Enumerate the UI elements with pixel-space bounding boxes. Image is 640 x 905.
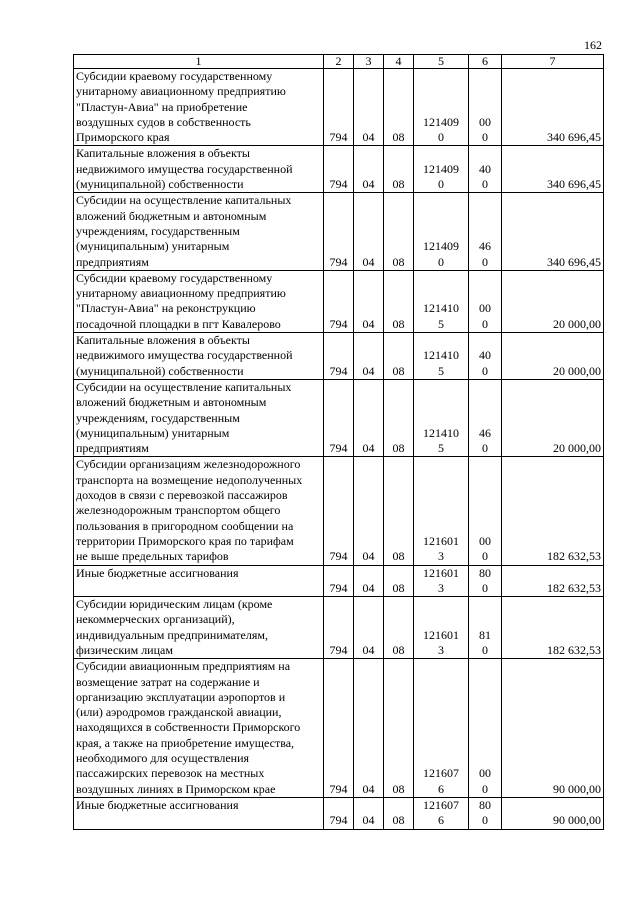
subsection-code-cell: 08	[384, 333, 414, 380]
expense-type-line: 40	[479, 348, 491, 363]
amount-cell: 182 632,53	[502, 597, 604, 659]
ministry-code-cell: 794	[324, 597, 354, 659]
row-name-line: железнодорожным транспортом общего	[76, 503, 281, 518]
expense-type-cell	[469, 597, 502, 659]
amount-cell: 20 000,00	[502, 333, 604, 380]
row-name-line: организацию эксплуатации аэропортов и	[76, 689, 286, 704]
target-article-cell	[414, 797, 469, 829]
row-name-line: воздушных линиях в Приморском крае	[76, 781, 276, 796]
table-header-row	[74, 55, 604, 69]
target-article-line: 121409	[423, 114, 459, 129]
target-article-line: 121601	[423, 565, 459, 580]
expense-type-line: 46	[479, 425, 491, 440]
ministry-code-cell: 794	[324, 333, 354, 380]
table-row	[74, 270, 604, 332]
column-header: 1	[74, 55, 324, 69]
subsection-code-cell: 08	[384, 270, 414, 332]
expense-type-cell	[469, 146, 502, 193]
table-row	[74, 457, 604, 565]
target-article-line: 6	[438, 813, 444, 828]
row-name-line: индивидуальным предпринимателям,	[76, 627, 268, 642]
expense-type-line: 81	[479, 627, 491, 642]
target-article-cell	[414, 457, 469, 565]
expense-type-cell	[469, 797, 502, 829]
subsection-code-cell: 08	[384, 797, 414, 829]
target-article-cell	[414, 69, 469, 146]
row-name-cell	[74, 565, 324, 597]
section-code-cell: 04	[354, 565, 384, 597]
row-name-line: Приморского края	[76, 130, 170, 145]
target-article-line: 121601	[423, 533, 459, 548]
page-number: 162	[584, 38, 602, 52]
subsection-code-cell: 08	[384, 457, 414, 565]
row-name-line: воздушных судов в собственность	[76, 114, 251, 129]
row-name-cell	[74, 270, 324, 332]
column-header: 3	[354, 55, 384, 69]
expense-type-line: 00	[479, 114, 491, 129]
table-row	[74, 69, 604, 146]
row-name-line: унитарному авиационному предприятию	[76, 84, 286, 99]
row-name-line: предприятиям	[76, 441, 149, 456]
row-name-line: Иные бюджетные ассигнования	[76, 565, 239, 580]
row-name-line: (муниципальной) собственности	[76, 177, 244, 192]
table-row	[74, 597, 604, 659]
section-code-cell: 04	[354, 659, 384, 798]
amount-cell: 20 000,00	[502, 379, 604, 456]
expense-type-line: 0	[482, 254, 488, 269]
expense-type-cell	[469, 457, 502, 565]
expense-type-line: 0	[482, 441, 488, 456]
expense-type-cell	[469, 379, 502, 456]
amount-cell: 182 632,53	[502, 565, 604, 597]
row-name-line: предприятиям	[76, 254, 149, 269]
expense-type-line: 0	[482, 177, 488, 192]
row-name-line: Субсидии краевому государственному	[76, 270, 273, 285]
row-name-line: транспорта на возмещение недополученных	[76, 472, 303, 487]
table-row	[74, 797, 604, 829]
table-row	[74, 565, 604, 597]
subsection-code-cell: 08	[384, 146, 414, 193]
section-code-cell: 04	[354, 69, 384, 146]
subsection-code-cell: 08	[384, 69, 414, 146]
row-name-line: учреждениям, государственным	[76, 410, 240, 425]
row-name-cell	[74, 597, 324, 659]
row-name-line: "Пластун-Авиа" на реконструкцию	[76, 301, 256, 316]
row-name-cell	[74, 659, 324, 798]
subsection-code-cell: 08	[384, 659, 414, 798]
expense-type-line: 0	[482, 549, 488, 564]
table-row	[74, 193, 604, 270]
target-article-cell	[414, 597, 469, 659]
table-row	[74, 379, 604, 456]
row-name-line: Субсидии авиационным предприятиям на	[76, 659, 291, 674]
target-article-line: 5	[438, 316, 444, 331]
expense-type-line: 00	[479, 766, 491, 781]
row-name-line: пользования в пригородном сообщении на	[76, 518, 294, 533]
target-article-line: 121607	[423, 766, 459, 781]
target-article-line: 0	[438, 177, 444, 192]
section-code-cell: 04	[354, 797, 384, 829]
column-header: 7	[502, 55, 604, 69]
row-name-line: доходов в связи с перевозкой пассажиров	[76, 488, 288, 503]
ministry-code-cell: 794	[324, 565, 354, 597]
subsection-code-cell: 08	[384, 565, 414, 597]
ministry-code-cell: 794	[324, 797, 354, 829]
row-name-line: Капитальные вложения в объекты	[76, 333, 250, 348]
section-code-cell: 04	[354, 270, 384, 332]
target-article-cell	[414, 333, 469, 380]
row-name-line: Субсидии организациям железнодорожного	[76, 457, 301, 472]
row-name-cell	[74, 797, 324, 829]
expense-type-line: 0	[482, 130, 488, 145]
target-article-line: 121410	[423, 425, 459, 440]
target-article-line: 3	[438, 549, 444, 564]
expense-type-cell	[469, 659, 502, 798]
target-article-cell	[414, 146, 469, 193]
row-name-line: (муниципальным) унитарным	[76, 425, 230, 440]
expense-type-line: 0	[482, 363, 488, 378]
row-name-line: недвижимого имущества государственной	[76, 348, 293, 363]
row-name-line: Субсидии краевому государственному	[76, 69, 273, 83]
subsection-code-cell: 08	[384, 379, 414, 456]
column-header: 2	[324, 55, 354, 69]
amount-cell: 340 696,45	[502, 146, 604, 193]
ministry-code-cell: 794	[324, 457, 354, 565]
section-code-cell: 04	[354, 193, 384, 270]
target-article-line: 121410	[423, 348, 459, 363]
row-name-line: Субсидии на осуществление капитальных	[76, 193, 292, 208]
ministry-code-cell: 794	[324, 193, 354, 270]
section-code-cell: 04	[354, 146, 384, 193]
table-row	[74, 659, 604, 798]
row-name-line: (муниципальной) собственности	[76, 363, 244, 378]
row-name-cell	[74, 193, 324, 270]
row-name-line: Капитальные вложения в объекты	[76, 146, 250, 161]
row-name-line: находящихся в собственности Приморского	[76, 720, 301, 735]
row-name-line: физическим лицам	[76, 642, 173, 657]
expense-type-line: 0	[482, 781, 488, 796]
target-article-cell	[414, 379, 469, 456]
column-header: 6	[469, 55, 502, 69]
ministry-code-cell: 794	[324, 270, 354, 332]
ministry-code-cell: 794	[324, 69, 354, 146]
expense-type-line: 40	[479, 161, 491, 176]
row-name-line: некоммерческих организаций),	[76, 612, 235, 627]
expense-type-line: 0	[482, 316, 488, 331]
row-name-cell	[74, 457, 324, 565]
row-name-line: "Пластун-Авиа" на приобретение	[76, 99, 248, 114]
row-name-cell	[74, 333, 324, 380]
amount-cell: 340 696,45	[502, 193, 604, 270]
target-article-line: 121607	[423, 797, 459, 812]
amount-cell: 20 000,00	[502, 270, 604, 332]
row-name-line: не выше предельных тарифов	[76, 549, 229, 564]
row-name-line: учреждениям, государственным	[76, 223, 240, 238]
table-row	[74, 333, 604, 380]
expense-type-line: 00	[479, 301, 491, 316]
target-article-cell	[414, 270, 469, 332]
row-name-line: (или) аэродромов гражданской авиации,	[76, 705, 282, 720]
row-name-line: Субсидии юридическим лицам (кроме	[76, 597, 273, 612]
amount-cell: 90 000,00	[502, 659, 604, 798]
row-name-line: Иные бюджетные ассигнования	[76, 797, 239, 812]
row-name-line: недвижимого имущества государственной	[76, 161, 293, 176]
ministry-code-cell: 794	[324, 659, 354, 798]
target-article-line: 121601	[423, 627, 459, 642]
row-name-cell	[74, 146, 324, 193]
target-article-line: 121410	[423, 301, 459, 316]
target-article-cell	[414, 565, 469, 597]
row-name-line: унитарному авиационному предприятию	[76, 286, 286, 301]
expense-type-line: 46	[479, 239, 491, 254]
section-code-cell: 04	[354, 597, 384, 659]
row-name-line: Субсидии на осуществление капитальных	[76, 379, 292, 394]
target-article-line: 6	[438, 781, 444, 796]
target-article-line: 3	[438, 580, 444, 595]
target-article-line: 0	[438, 130, 444, 145]
section-code-cell: 04	[354, 379, 384, 456]
table-row	[74, 146, 604, 193]
target-article-cell	[414, 193, 469, 270]
column-header: 4	[384, 55, 414, 69]
row-name-line: территории Приморского края по тарифам	[76, 533, 294, 548]
target-article-line: 121409	[423, 239, 459, 254]
expense-type-cell	[469, 565, 502, 597]
target-article-line: 121409	[423, 161, 459, 176]
ministry-code-cell: 794	[324, 146, 354, 193]
subsection-code-cell: 08	[384, 193, 414, 270]
row-name-line: возмещение затрат на содержание и	[76, 674, 260, 689]
expense-type-line: 0	[482, 580, 488, 595]
target-article-line: 0	[438, 254, 444, 269]
target-article-cell	[414, 659, 469, 798]
expense-type-line: 80	[479, 565, 491, 580]
amount-cell: 182 632,53	[502, 457, 604, 565]
section-code-cell: 04	[354, 457, 384, 565]
expense-type-cell	[469, 69, 502, 146]
expense-type-line: 0	[482, 813, 488, 828]
expense-type-line: 0	[482, 642, 488, 657]
row-name-cell	[74, 379, 324, 456]
row-name-line: посадочной площадки в пгт Кавалерово	[76, 316, 281, 331]
target-article-line: 5	[438, 363, 444, 378]
section-code-cell: 04	[354, 333, 384, 380]
row-name-line: пассажирских перевозок на местных	[76, 766, 265, 781]
ministry-code-cell: 794	[324, 379, 354, 456]
row-name-line: (муниципальным) унитарным	[76, 239, 230, 254]
amount-cell: 90 000,00	[502, 797, 604, 829]
expense-type-line: 00	[479, 533, 491, 548]
row-name-line: вложений бюджетным и автономным	[76, 395, 267, 410]
expense-type-cell	[469, 193, 502, 270]
expense-type-line: 80	[479, 797, 491, 812]
expense-type-cell	[469, 270, 502, 332]
expense-type-cell	[469, 333, 502, 380]
column-header: 5	[414, 55, 469, 69]
row-name-cell	[74, 69, 324, 146]
target-article-line: 5	[438, 441, 444, 456]
row-name-line: края, а также на приобретение имущества,	[76, 735, 295, 750]
budget-table	[73, 54, 604, 830]
row-name-line: необходимого для осуществления	[76, 751, 250, 766]
amount-cell: 340 696,45	[502, 69, 604, 146]
row-name-line: вложений бюджетным и автономным	[76, 208, 267, 223]
subsection-code-cell: 08	[384, 597, 414, 659]
target-article-line: 3	[438, 642, 444, 657]
